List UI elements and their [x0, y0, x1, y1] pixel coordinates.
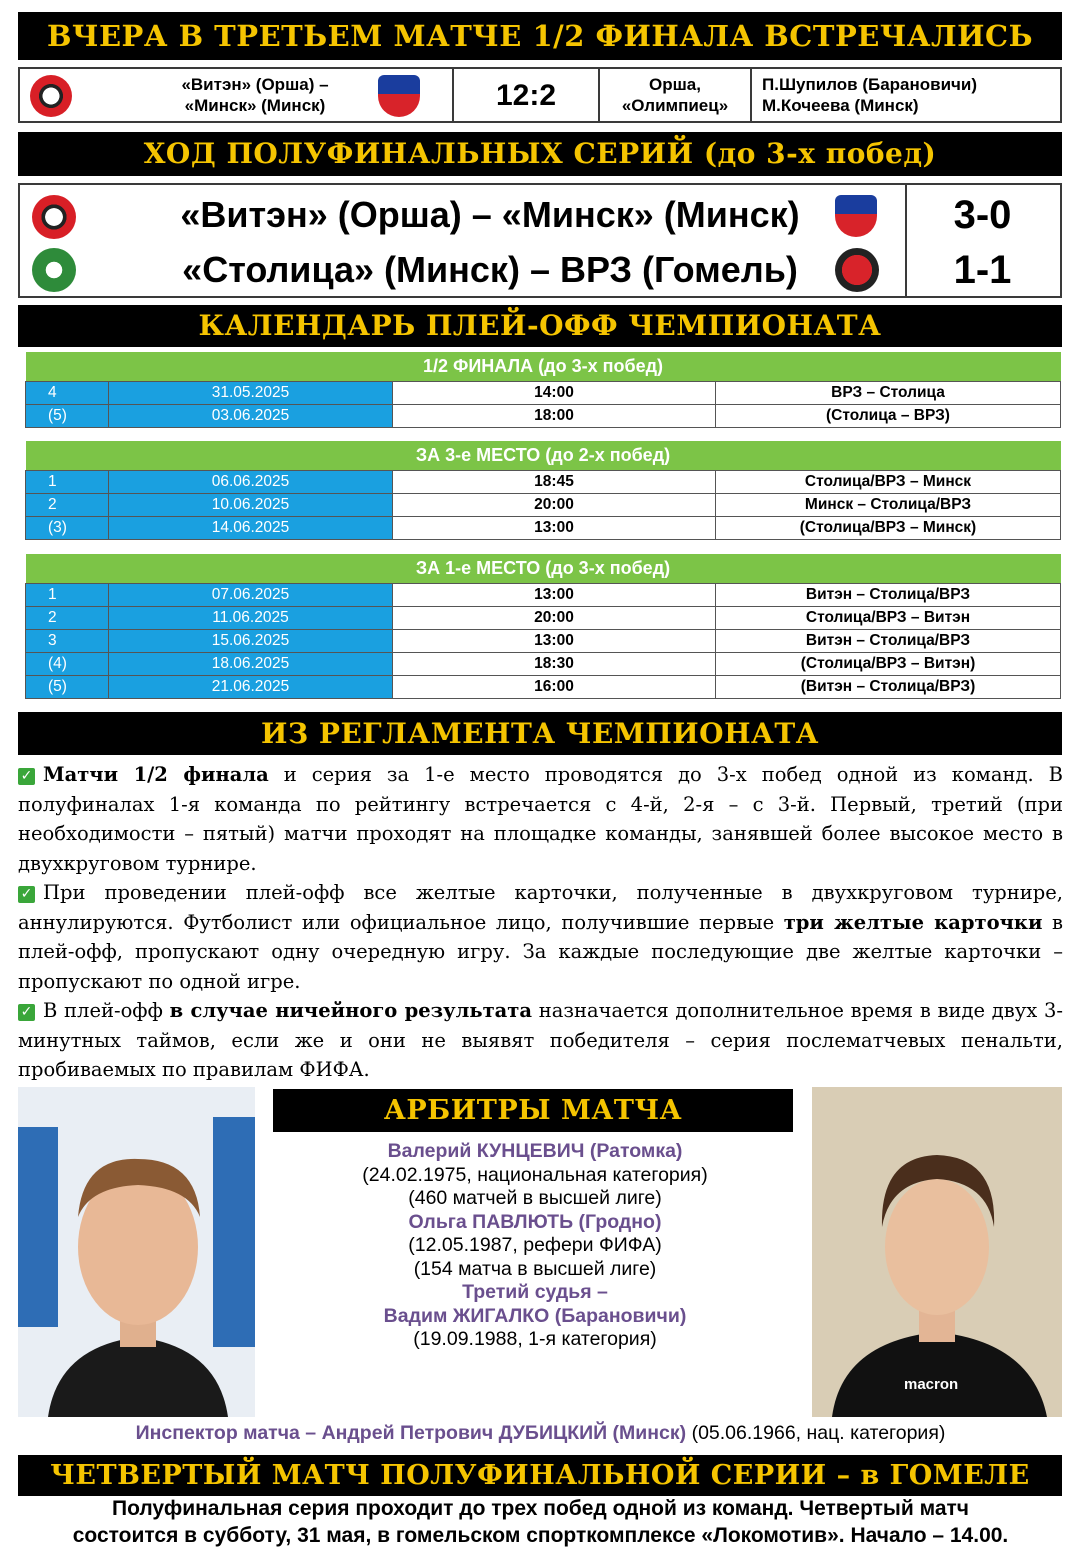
game-date: 06.06.2025	[109, 471, 393, 494]
calendar-semifinal-table	[25, 352, 1061, 428]
yesterday-venue	[600, 69, 750, 121]
stolitsa-logo	[32, 248, 76, 292]
referee-name: Валерий КУНЦЕВИЧ (Ратомка)	[387, 1140, 683, 1162]
game-number: 1	[26, 471, 109, 494]
game-time: 13:00	[393, 517, 716, 540]
game-date: 11.06.2025	[109, 607, 393, 630]
table-title: 1/2 ФИНАЛА (до 3-х побед)	[26, 352, 1061, 382]
series-row	[20, 242, 1060, 298]
game-time: 16:00	[393, 676, 716, 699]
game-number: (3)	[26, 517, 109, 540]
game-match: (Витэн – Столица/ВРЗ)	[716, 676, 1061, 699]
banner-fourth-match: ЧЕТВЕРТЫЙ МАТЧ ПОЛУФИНАЛЬНОЙ СЕРИИ – в ГОМЕЛЕ	[18, 1455, 1062, 1496]
referee-name: Вадим ЖИГАЛКО (Барановичи)	[383, 1304, 687, 1327]
referee-info: (12.05.1987, рефери ФИФА)	[408, 1234, 662, 1256]
info-line: Полуфинальная серия проходит до трех побед одной из команд. Четвертый матч	[111, 1497, 970, 1520]
game-date: 07.06.2025	[109, 584, 393, 607]
rules-text	[18, 760, 1063, 1085]
yesterday-scorers	[762, 69, 1052, 121]
table-row	[26, 630, 1061, 653]
game-number: 3	[26, 630, 109, 653]
referee-photo-kuntsevich	[18, 1087, 255, 1417]
rules-span: При проведении плей-офф все желтые карточки, полученные в двухкруговом турнире, аннулируются. Футболист или официальное лицо, получившие первые	[18, 881, 1063, 934]
series-score: 1-1	[953, 247, 1012, 292]
yesterday-match-row	[18, 67, 1062, 123]
yesterday-score: 12:2	[495, 78, 557, 112]
game-time: 18:30	[393, 653, 716, 676]
banner-rules: ИЗ РЕГЛАМЕНТА ЧЕМПИОНАТА	[18, 712, 1062, 755]
game-date: 15.06.2025	[109, 630, 393, 653]
banner-series: ХОД ПОЛУФИНАЛЬНЫХ СЕРИЙ (до 3-х побед)	[18, 132, 1062, 176]
game-time: 18:00	[393, 405, 716, 428]
table-row	[26, 607, 1061, 630]
vrz-logo	[835, 248, 879, 292]
rules-paragraph	[18, 878, 1063, 996]
banner-yesterday: ВЧЕРА В ТРЕТЬЕМ МАТЧЕ 1/2 ФИНАЛА ВСТРЕЧАЛИСЬ	[18, 12, 1062, 60]
minsk-logo	[378, 75, 420, 117]
table-row	[26, 676, 1061, 699]
referee-name: Ольга ПАВЛЮТЬ (Гродно)	[408, 1210, 662, 1233]
game-match: ВРЗ – Столица	[716, 382, 1061, 405]
table-row	[26, 584, 1061, 607]
game-number: 2	[26, 494, 109, 517]
rules-bold: Матчи 1/2 финала	[43, 763, 269, 786]
rules-span: В плей-офф	[43, 999, 170, 1022]
game-match: Витэн – Столица/ВРЗ	[716, 630, 1061, 653]
shirt-brand: macron	[904, 1376, 959, 1393]
match-inspector	[0, 1422, 1081, 1445]
semifinal-series-table	[18, 183, 1062, 298]
viten-logo	[32, 195, 76, 239]
calendar-first-place-table	[25, 554, 1061, 699]
game-match: (Столица/ВРЗ – Минск)	[716, 517, 1061, 540]
referee-info: (460 матчей в высшей лиге)	[408, 1187, 662, 1209]
rules-bold: три желтые карточки	[783, 910, 1043, 934]
rules-span: в плей-офф, пропускают одну очередную игру. За каждые последующие две желтые карточки – пропускают по одной игре.	[18, 910, 1063, 993]
referees-list	[275, 1140, 795, 1352]
game-match: (Столица – ВРЗ)	[716, 405, 1061, 428]
rules-span: и серия за 1-е место проводятся до 3-х побед одной из команд. В полуфиналах 1-я команда по рейтингу встречается с 4-й, 2-я – с 3-й. Первый, третий (при необходимости – пятый) матчи проходят на площадке команды, занявшей более высокое место в двухкруговом турнире.	[18, 763, 1063, 875]
yesterday-teams	[130, 69, 380, 121]
game-number: 4	[26, 382, 109, 405]
venue-arena: «Олимпиец»	[621, 96, 729, 115]
table-title: ЗА 1-е МЕСТО (до 3-х побед)	[26, 554, 1061, 584]
minsk-logo	[835, 195, 877, 237]
game-date: 31.05.2025	[109, 382, 393, 405]
viten-logo	[30, 75, 72, 117]
game-number: (5)	[26, 405, 109, 428]
inspector-name: Инспектор матча – Андрей Петрович ДУБИЦКИЙ (Минск)	[135, 1422, 687, 1444]
rules-paragraph	[18, 760, 1063, 878]
scorer: М.Кочеева (Минск)	[762, 96, 919, 115]
table-row	[26, 494, 1061, 517]
series-row	[20, 187, 1060, 243]
table-row	[26, 653, 1061, 676]
calendar-third-place-table	[25, 441, 1061, 540]
game-time: 13:00	[393, 584, 716, 607]
game-time: 20:00	[393, 607, 716, 630]
table-row	[26, 382, 1061, 405]
rules-bold: в случае ничейного результата	[169, 999, 533, 1022]
game-time: 14:00	[393, 382, 716, 405]
referee-info: (154 матча в высшей лиге)	[413, 1257, 657, 1280]
scorer: П.Шупилов (Барановичи)	[762, 75, 978, 94]
game-date: 03.06.2025	[109, 405, 393, 428]
game-match: Минск – Столица/ВРЗ	[716, 494, 1061, 517]
inspector-info: (05.06.1966, нац. категория)	[686, 1422, 946, 1444]
referee-photo-pavlyut	[812, 1087, 1062, 1417]
rules-paragraph	[18, 996, 1063, 1085]
referee-name: Третий судья –	[462, 1281, 608, 1303]
info-line: состоится в субботу, 31 мая, в гомельском спорткомплексе «Локомотив». Начало – 14.00.	[72, 1523, 1009, 1547]
table-row	[26, 517, 1061, 540]
yesterday-team-home: «Витэн» (Орша) –	[181, 75, 329, 94]
table-row	[26, 405, 1061, 428]
game-date: 18.06.2025	[109, 653, 393, 676]
table-row	[26, 471, 1061, 494]
series-teams: «Витэн» (Орша) – «Минск» (Минск)	[180, 194, 800, 235]
game-time: 20:00	[393, 494, 716, 517]
series-score: 3-0	[953, 192, 1012, 237]
game-number: 1	[26, 584, 109, 607]
game-match: Столица/ВРЗ – Витэн	[716, 607, 1061, 630]
yesterday-team-away: «Минск» (Минск)	[184, 96, 326, 115]
game-match: Столица/ВРЗ – Минск	[716, 471, 1061, 494]
table-title: ЗА 3-е МЕСТО (до 2-х побед)	[26, 441, 1061, 471]
venue-city: Орша,	[649, 75, 701, 94]
rules-span: назначается дополнительное время в виде двух 3-минутных таймов, если же и они не выявят победителя – серия послематчевых пенальти, пробиваемых по правилам ФИФА.	[18, 999, 1063, 1081]
game-time: 18:45	[393, 471, 716, 494]
game-date: 10.06.2025	[109, 494, 393, 517]
referee-info: (19.09.1988, 1-я категория)	[413, 1328, 657, 1350]
game-match: (Столица/ВРЗ – Витэн)	[716, 653, 1061, 676]
game-number: (4)	[26, 653, 109, 676]
check-icon: ✓	[18, 768, 35, 785]
game-number: (5)	[26, 676, 109, 699]
banner-calendar: КАЛЕНДАРЬ ПЛЕЙ-ОФФ ЧЕМПИОНАТА	[18, 305, 1062, 347]
game-number: 2	[26, 607, 109, 630]
check-icon: ✓	[18, 886, 35, 903]
series-teams: «Столица» (Минск) – ВРЗ (Гомель)	[182, 249, 798, 290]
banner-referees: АРБИТРЫ МАТЧА	[273, 1089, 793, 1132]
game-match: Витэн – Столица/ВРЗ	[716, 584, 1061, 607]
check-icon: ✓	[18, 1004, 35, 1021]
divider	[750, 69, 752, 121]
game-date: 21.06.2025	[109, 676, 393, 699]
game-date: 14.06.2025	[109, 517, 393, 540]
game-time: 13:00	[393, 630, 716, 653]
referee-info: (24.02.1975, национальная категория)	[362, 1163, 708, 1186]
fourth-match-info	[0, 1496, 1081, 1549]
